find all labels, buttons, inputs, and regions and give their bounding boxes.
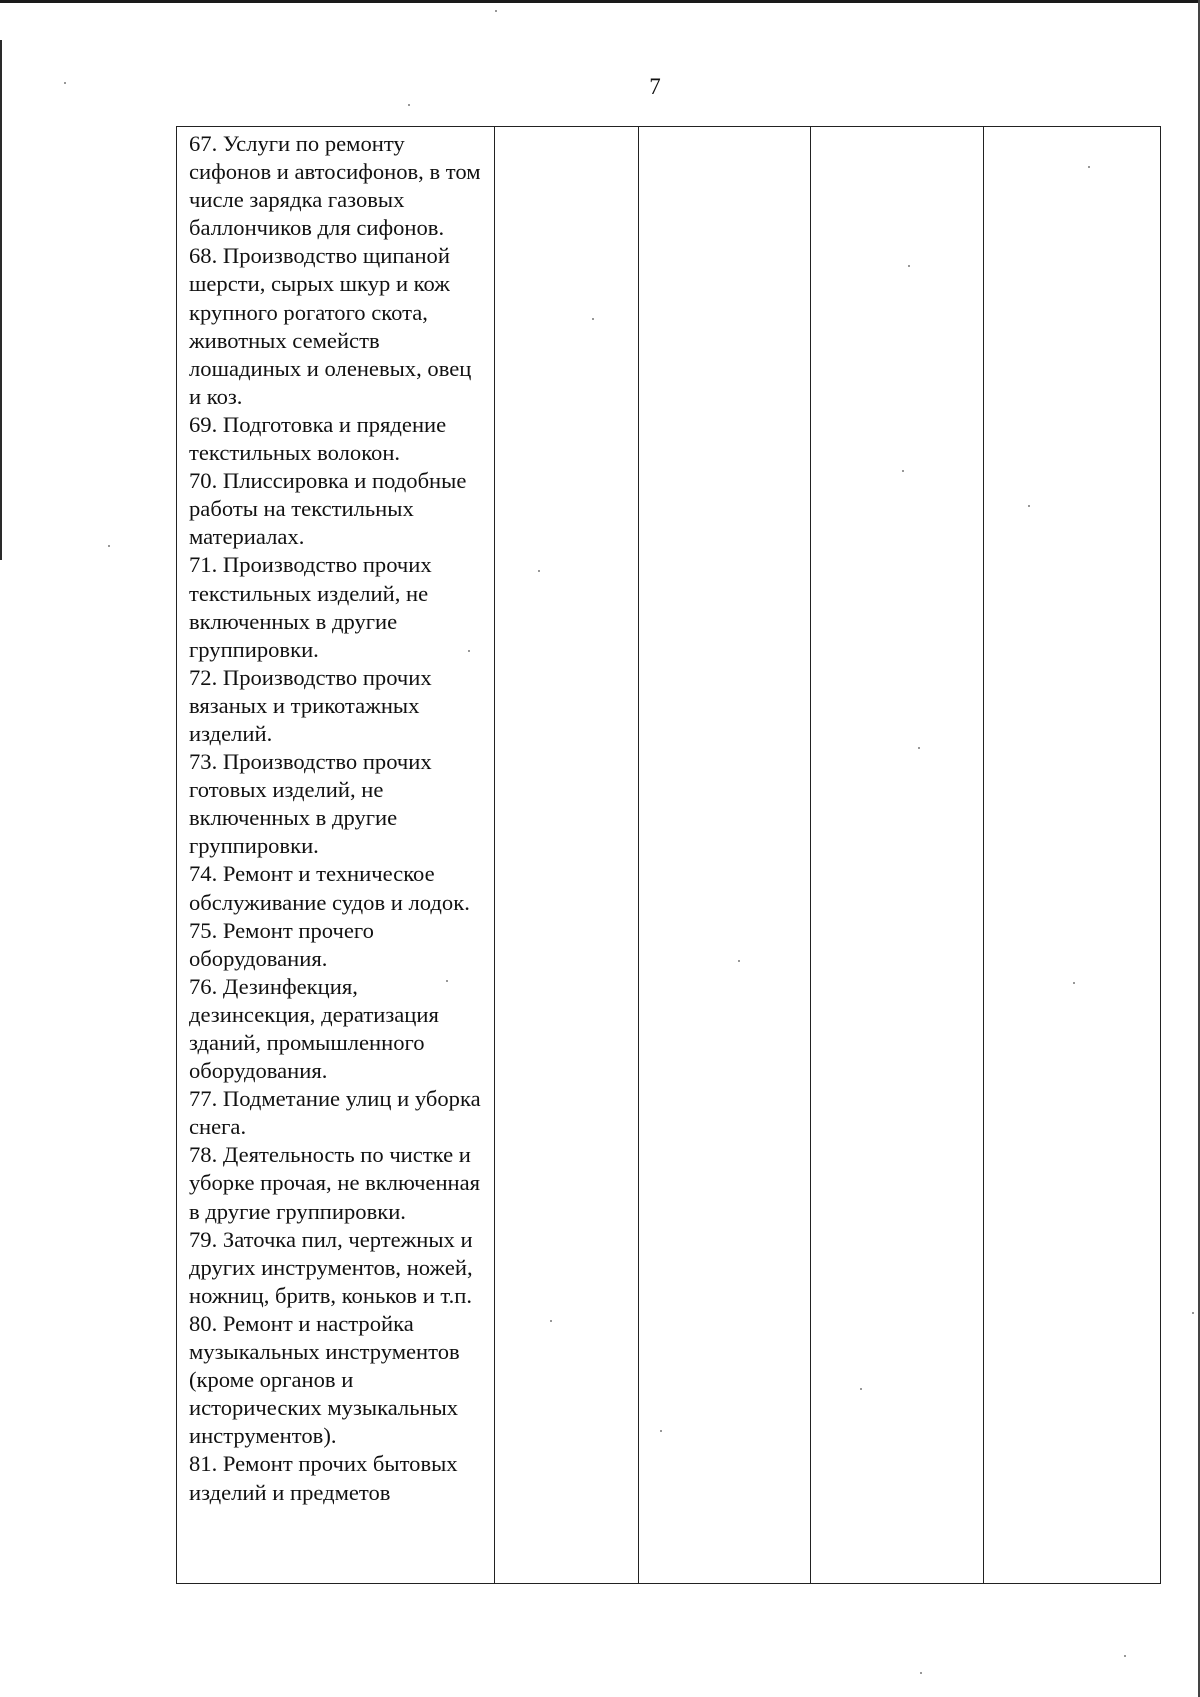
list-item-78: 78. Деятельность по чистке и уборке прочая, не включенная в другие группировки.: [189, 1142, 481, 1224]
list-item-80: 80. Ремонт и настройка музыкальных инструментов (кроме органов и исторических музыкальных инструментов).: [189, 1310, 460, 1449]
scan-speck: [902, 470, 904, 472]
list-item-71: 71. Производство прочих текстильных изделий, не включенных в другие группировки.: [189, 552, 432, 662]
scan-speck: [920, 1672, 922, 1674]
empty-cell-4: [811, 127, 984, 1584]
empty-cell-3: [639, 127, 811, 1584]
scan-speck: [446, 980, 448, 982]
scan-speck: [738, 960, 740, 962]
scan-speck: [660, 1430, 662, 1432]
list-item-81: 81. Ремонт прочих бытовых изделий и предметов: [189, 1451, 458, 1505]
list-item-79: 79. Заточка пил, чертежных и других инструментов, ножей, ножниц, бритв, коньков и т.п.: [189, 1226, 473, 1308]
list-item-75: 75. Ремонт прочего оборудования.: [189, 917, 374, 971]
scan-speck: [1028, 505, 1030, 507]
scan-border-top: [0, 0, 1200, 3]
empty-cell-5: [984, 127, 1161, 1584]
activity-list: [177, 127, 494, 1507]
scan-speck: [1192, 1312, 1194, 1314]
scan-speck: [1073, 982, 1075, 984]
page-number: 7: [649, 74, 661, 99]
list-item-73: 73. Производство прочих готовых изделий, не включенных в другие группировки.: [189, 749, 432, 859]
activity-list-cell: [177, 127, 495, 1584]
table-row: [177, 127, 1161, 1584]
scan-speck: [108, 545, 110, 547]
empty-cell-2: [495, 127, 639, 1584]
scan-speck: [1088, 166, 1090, 168]
scan-border-left: [0, 40, 2, 560]
scan-speck: [918, 747, 920, 749]
scan-speck: [64, 82, 66, 84]
list-item-69: 69. Подготовка и прядение текстильных волокон.: [189, 411, 447, 466]
scan-speck: [495, 10, 497, 12]
scan-speck: [538, 570, 540, 572]
list-item-74: 74. Ремонт и техническое обслуживание судов и лодок.: [189, 861, 470, 915]
list-item-76: 76. Дезинфекция, дезинсекция, дератизация зданий, промышленного оборудования.: [189, 973, 439, 1084]
list-item-77: 77. Подметание улиц и уборка снега.: [189, 1086, 481, 1140]
list-item-70: 70. Плиссировка и подобные работы на текстильных материалах.: [189, 468, 467, 550]
services-table: [176, 126, 1161, 1584]
list-item-68: 68. Производство щипаной шерсти, сырых шкур и кож крупного рогатого скота, животных семейств лошадиных и оленевых, овец и коз.: [189, 243, 472, 409]
list-item-72: 72. Производство прочих вязаных и трикотажных изделий.: [189, 664, 432, 746]
scan-speck: [1124, 1655, 1126, 1657]
scan-speck: [468, 650, 470, 652]
scan-speck: [908, 265, 910, 267]
scan-speck: [592, 318, 594, 320]
scan-speck: [408, 104, 410, 106]
scan-speck: [860, 1388, 862, 1390]
scan-speck: [550, 1320, 552, 1322]
list-item-67: 67. Услуги по ремонту сифонов и автосифонов, в том числе зарядка газовых баллончиков для сифонов.: [189, 131, 481, 241]
